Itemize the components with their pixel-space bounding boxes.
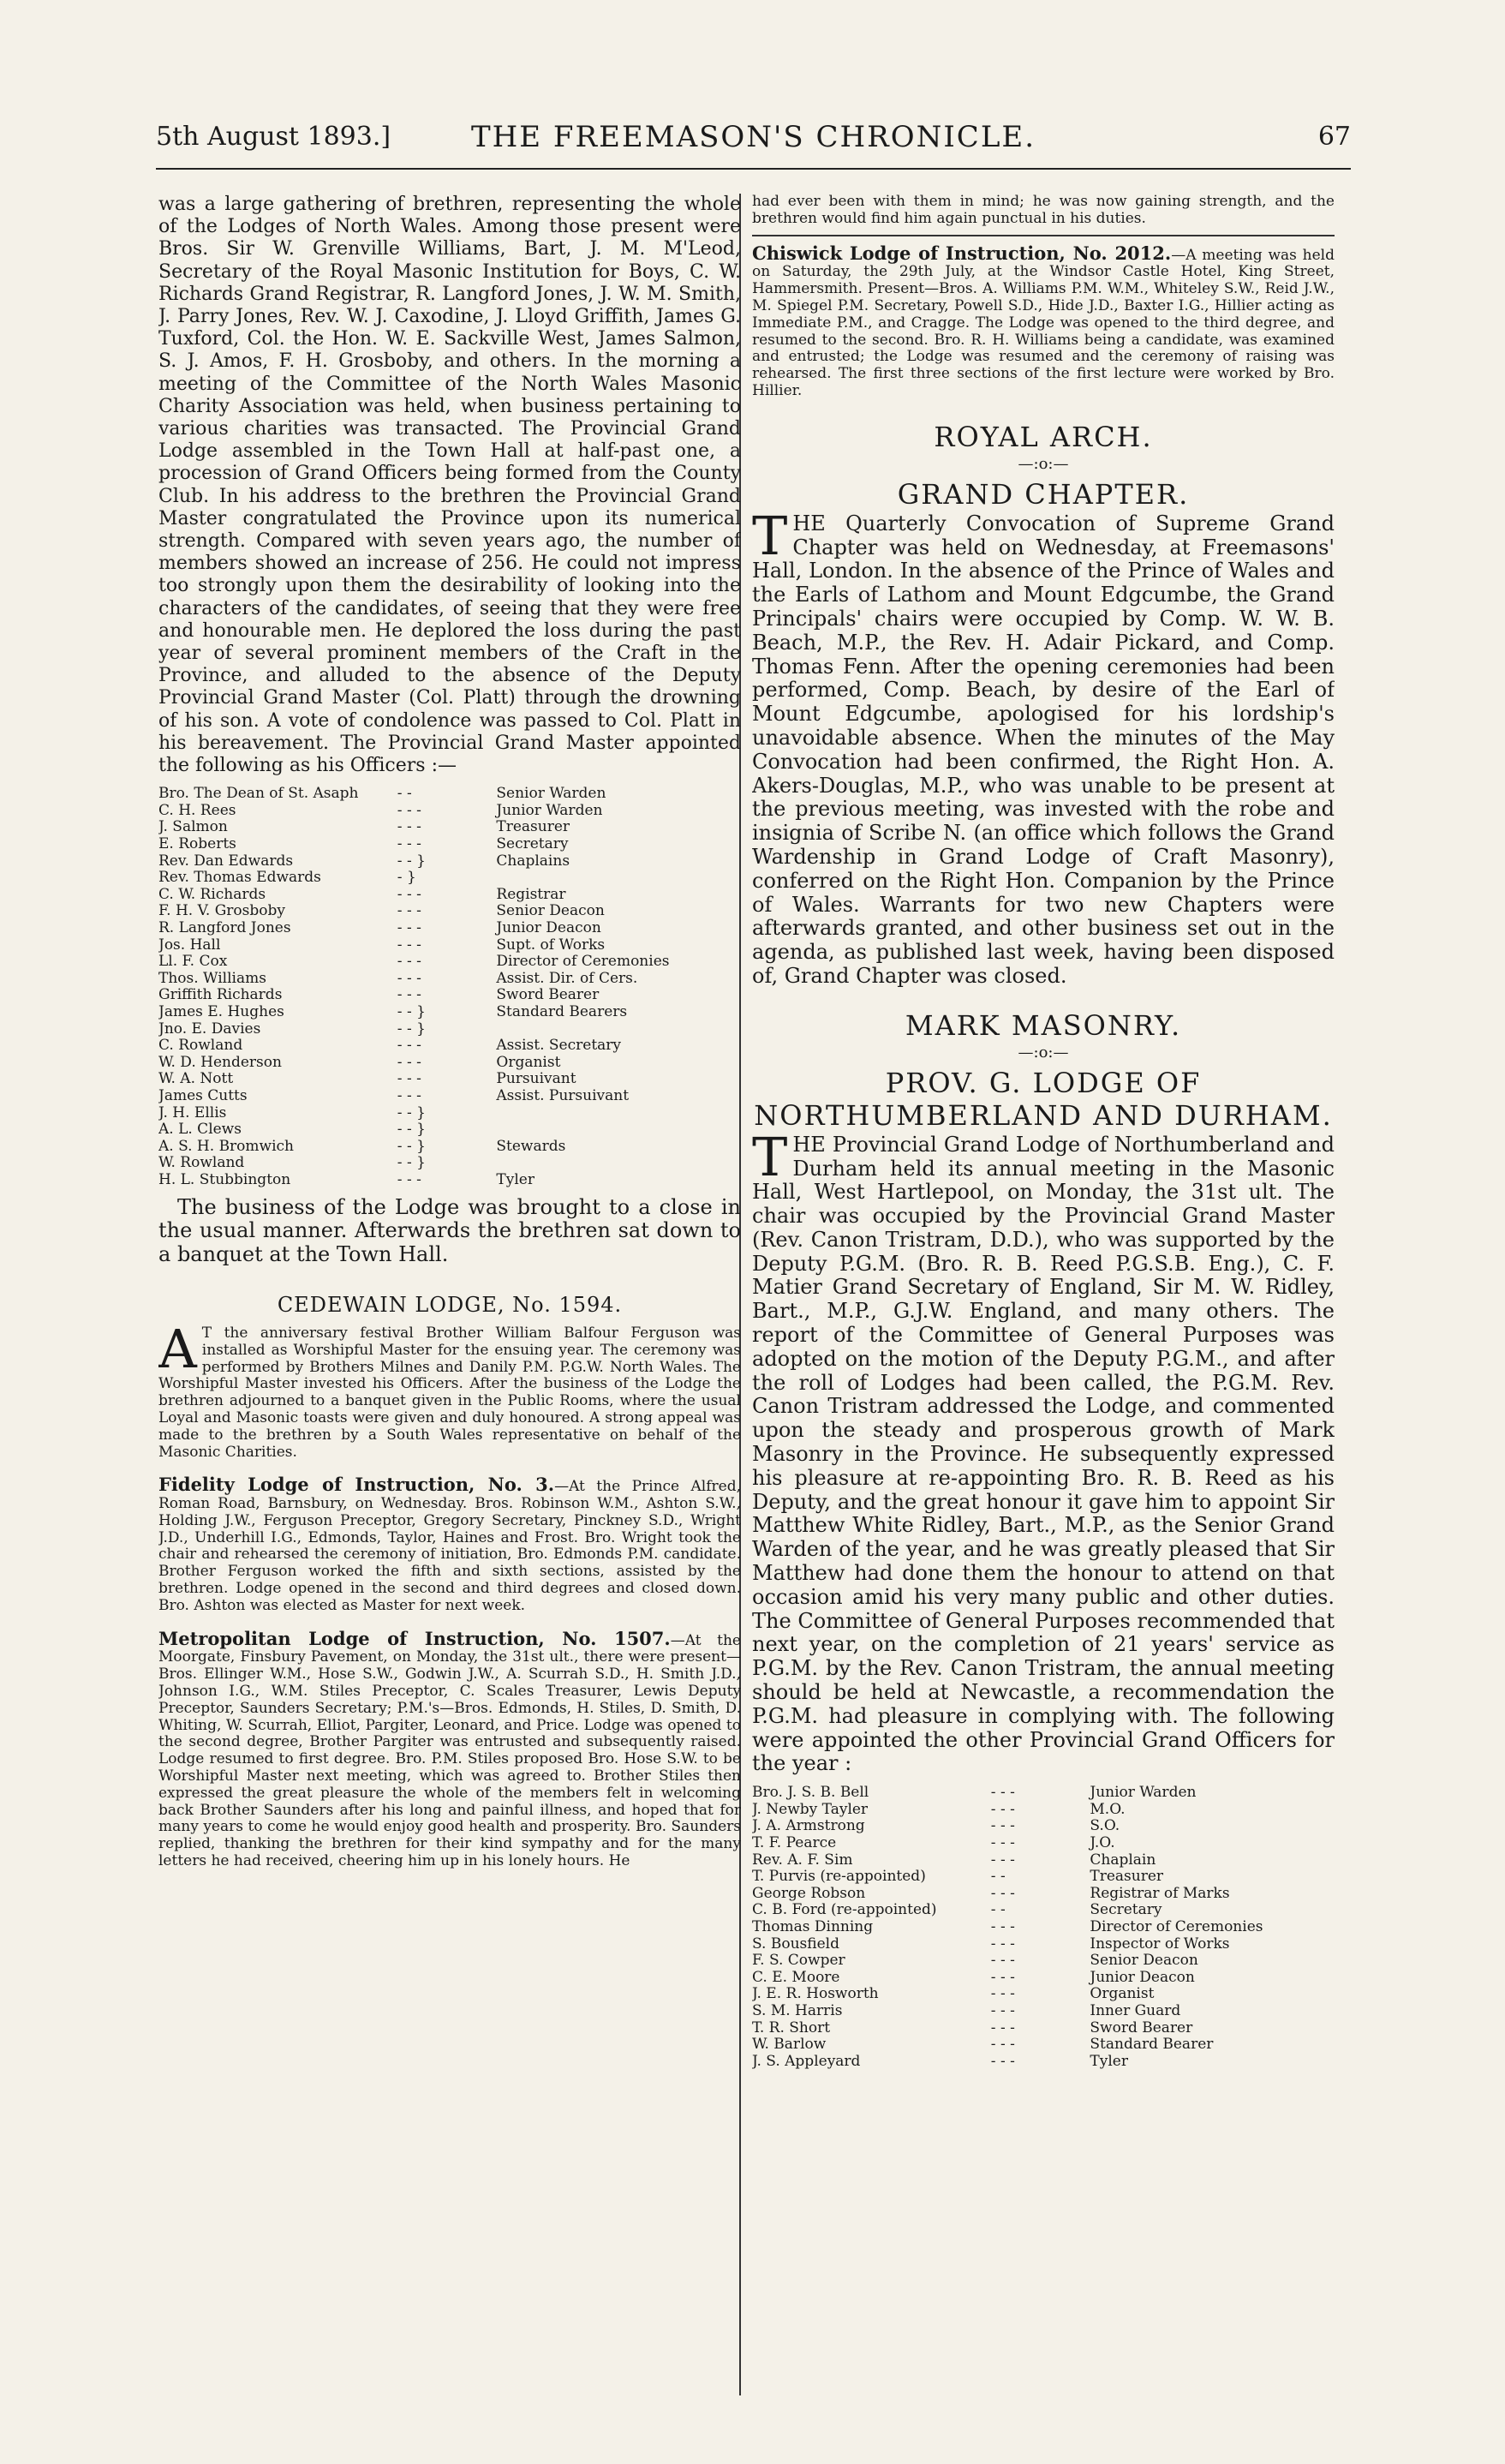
prov-lodge-dropcap: T [752,1125,788,1188]
officer-row [158,1004,741,1021]
prov-lodge-text: HE Provincial Grand Lodge of Northumberland and Durham held its annual meeting in the Masonic Hall, West Hartlepool, on Monday, the 31st ult. The chair was occupied by the Provincial Grand Master (Rev. Canon Tristram, D.D.), who was supported by the Deputy P.G.M. (Bro. R. B. Reed P.G.S.B. Eng.), C. F. Matier Grand Secretary of England, Sir M. W. Ridley, Bart., M.P., G.J.W. England, and many others. The report of the Committee of General Purposes was adopted on the motion of the Deputy P.G.M., and after the roll of Lodges had been called, the P.G.M. Rev. Canon Tristram addressed the Lodge, and commented upon the steady and prosperous growth of Mark Masonry in the Province. He subsequently expressed his pleasure at re-appointing Bro. R. B. Reed as his Deputy, and the great honour it gave him to appoint Sir Matthew White Ridley, Bart., M.P., as the Senior Grand Warden of the year, and he was greatly pleased that Sir Matthew had done them the honour to attend on that occasion amid his very many public and other duties. The Committee of General Purposes recommended that next year, on the completion of 21 years' service as P.G.M. by the Rev. Canon Tristram, the annual meeting should be held at Newcastle, a recommendation the P.G.M. had pleasure in complying with. The following were appointed the other Provincial Grand Officers for the year : [752,1132,1335,1776]
officer-leader: - - - [397,969,421,987]
officer-leader: - - - [990,1935,1015,1953]
chiswick-text: —A meeting was held on Saturday, the 29th July, at the Windsor Castle Hotel, King Street, Hammersmith. Present—Bros. A. Williams P.M. W.M., Whiteley S.W., Reid J.W., M. Spiegel P.M. Secretary, Powell S.D., Hide J.D., Baxter I.G., Hillier acting as Immediate P.M., and Cragge. The Lodge was opened to the third degree, and resumed to the second. Bro. R. H. Williams being a candidate, was examined and entrusted; the Lodge was resumed and the ceremony of raising was rehearsed. The first three sections of the first lecture were worked by Bro. Hillier. [752,246,1335,399]
prov-lodge-report [752,1125,1335,1777]
left-column [158,194,741,2395]
officer-leader: - - - [397,936,421,954]
officer-row [752,2054,1335,2071]
officer-row [158,786,741,803]
officer-leader: - - - [990,1917,1015,1935]
officer-name: Rev. Thomas Edwards [158,869,321,887]
officer-leader: - - - [397,902,421,920]
officer-office [496,1105,741,1122]
officer-office: Junior Warden [496,801,603,819]
officer-office: Inner Guard [1090,2001,1181,2019]
officer-name: A. L. Clews [158,1121,242,1139]
officer-leader: - - [397,785,412,803]
officer-name: Jno. E. Davies [158,1020,261,1038]
officer-leader: - - - [990,1985,1015,2003]
officer-office: Standard Bearer [1090,2036,1214,2054]
officer-office: Registrar [496,885,566,903]
officer-row [158,954,741,971]
officer-office: Chaplain [1090,1851,1156,1869]
officer-name: T. F. Pearce [752,1834,837,1851]
officer-leader: - - - [990,1817,1015,1835]
officer-office: Sword Bearer [1090,2018,1193,2036]
officer-name: Griffith Richards [158,986,283,1004]
prov-lodge-heading: PROV. G. LODGE OF NORTHUMBERLAND AND DURHAM. [754,1066,1333,1132]
officer-row [158,870,741,887]
officer-name: A. S. H. Bromwich [158,1137,294,1155]
officer-office: Treasurer [1090,1868,1164,1886]
page-header [156,120,1351,170]
officer-row [158,1172,741,1189]
officer-name: J. A. Armstrong [752,1817,865,1835]
cedewain-lodge-report [158,1317,741,1461]
officer-row [752,1818,1335,1835]
officer-row [158,1088,741,1105]
officer-leader: - - - [397,986,421,1004]
officer-office: Tyler [496,1170,535,1188]
officer-office: Treasurer [496,818,570,836]
publication-title: THE FREEMASON'S CHRONICLE. [470,120,1036,154]
officer-name: James Cutts [158,1086,248,1104]
officer-row [752,1953,1335,1970]
officer-leader: - - } [397,1121,426,1139]
officer-office: Assist. Dir. of Cers. [496,969,638,987]
officer-office: Junior Deacon [1090,1968,1195,1986]
officer-office: Standard Bearers [496,1003,628,1020]
officer-row [158,1105,741,1122]
officer-leader: - - - [397,1070,421,1088]
officer-office: Organist [1090,1985,1155,2003]
officer-row [752,2036,1335,2054]
metropolitan-text: —At the Moorgate, Finsbury Pavement, on Monday, the 31st ult., there were present—Bros. Ellinger W.M., Hose S.W., Godwin J.W., A. Scurrah S.D., H. Smith J.D., Johnson I.G., W.M. Stiles Preceptor, C. Scales Treasurer, Lewis Deputy Preceptor, Saunders Secretary; P.M.'s—Bros. Edmonds, H. Stiles, D. Smith, D. Whiting, W. Scurrah, Elliot, Pargiter, Leonard, and Price. Lodge was opened to the second degree, Brother Pargiter was entrusted and subsequently raised. Lodge resumed to first degree. Bro. P.M. Stiles proposed Bro. Hose S.W. to be Worshipful Master next meeting, which was agreed to. Brother Stiles then expressed the great pleasure the whole of the members felt in welcoming back Brother Saunders after his long and painful illness, and hoped that for many years to come he would enjoy good health and prosperity. Bro. Saunders replied, thanking the brethren for their kind sympathy and for the many letters he had received, cheering him up in his lonely hours. He [158,1631,741,1870]
officer-row [158,987,741,1004]
officer-row [752,1886,1335,1903]
grand-chapter-text: HE Quarterly Convocation of Supreme Grand Chapter was held on Wednesday, at Freemasons' Hall, London. In the absence of the Prince of Wales and the Earls of Lathom and Mount Edgcumbe, the Grand Principals' chairs were occupied by Comp. W. W. B. Beach, M.P., the Rev. H. Adair Pickard, and Comp. Thomas Fenn. After the opening ceremonies had been performed, Comp. Beach, by desire of the Earl of Mount Edgcumbe, apologised for his lordship's unavoidable absence. When the minutes of the May Convocation had been confirmed, the Right Hon. A. Akers-Douglas, M.P., who was unable to be present at the previous meeting, was invested with the robe and insignia of Scribe N. (an office which follows the Grand Wardenship in Grand Lodge of Craft Masonry), conferred on the Right Hon. Companion by the Prince of Wales. Warrants for two new Chapters were afterwards granted, and other business set out in the agenda, as published last week, having been disposed of, Grand Chapter was closed. [752,511,1335,988]
officer-row [752,1919,1335,1936]
north-wales-officers-table [158,786,741,1188]
officer-name: C. Rowland [158,1037,243,1055]
officer-office: Inspector of Works [1090,1935,1230,1953]
officer-office: Organist [496,1053,561,1071]
officer-office: Pursuivant [496,1070,576,1088]
officer-leader: - - - [397,953,421,971]
officer-row [158,1055,741,1072]
officer-name: George Robson [752,1884,866,1902]
officer-name: Bro. The Dean of St. Asaph [158,785,359,803]
officer-office: Stewards [496,1137,566,1155]
officer-leader: - - - [397,1037,421,1055]
metropolitan-lodge-title: Metropolitan Lodge of Instruction, No. 1507. [158,1627,671,1649]
officer-leader: - - - [397,1053,421,1071]
officer-office [496,870,741,887]
officer-leader: - - } [397,1154,426,1172]
right-column [752,194,1335,2395]
officer-row [752,2020,1335,2037]
officer-name: W. Rowland [158,1154,245,1172]
officer-leader: - - - [397,885,421,903]
officer-row [752,2003,1335,2020]
closing-paragraph: The business of the Lodge was brought to a close in the usual manner. Afterwards the brethren sat down to a banquet at the Town Hall. [158,1194,741,1267]
officer-leader: - - } [397,852,426,870]
officer-office: S.O. [1090,1817,1120,1835]
royal-arch-heading: ROYAL ARCH. [934,420,1153,453]
officer-leader: - - - [990,1968,1015,1986]
officer-name: F. S. Cowper [752,1952,845,1970]
officer-row [752,1785,1335,1802]
officer-name: C. E. Moore [752,1968,840,1986]
officer-row [158,1071,741,1088]
officer-name: C. H. Rees [158,801,236,819]
officer-leader: - } [397,869,416,887]
officer-name: F. H. V. Grosboby [158,902,285,920]
issue-date: 5th August 1893.] [156,122,391,152]
officer-leader: - - - [990,2001,1015,2019]
officer-leader: - - - [990,1784,1015,1802]
officer-name: W. Barlow [752,2036,827,2054]
officer-leader: - - - [990,2018,1015,2036]
officer-row [158,1121,741,1139]
officer-row [752,1852,1335,1869]
officer-name: H. L. Stubbington [158,1170,291,1188]
officer-leader: - - } [397,1020,426,1038]
officer-name: C. B. Ford (re-appointed) [752,1901,937,1919]
cedewain-lodge-title: CEDEWAIN LODGE, No. 1594. [277,1292,623,1317]
officer-office: Director of Ceremonies [1090,1917,1263,1935]
officer-office: Chaplains [496,852,570,870]
officer-name: J. Newby Tayler [752,1800,869,1818]
officer-row [752,1986,1335,2003]
intro-paragraph: was a large gathering of brethren, representing the whole of the Lodges of North Wales. Among those present were Bros. Sir W. Grenville Williams, Bart, J. M. M'Leod, Secretary of the Royal Masonic Institution for Boys, C. W. Richards Grand Registrar, R. Langford Jones, J. W. M. Smith, J. Parry Jones, Rev. W. J. Caxodine, J. Lloyd Griffith, James G. Tuxford, Col. the Hon. W. E. Sackville West, James Salmon, S. J. Amos, F. H. Grosboby, and others. In the morning a meeting of the Committee of the North Wales Masonic Charity Association was held, when business pertaining to various charities was transacted. The Provincial Grand Lodge assembled in the Town Hall at half-past one, a procession of Grand Officers being formed from the County Club. In his address to the brethren the Provincial Grand Master congratulated the Province upon its numerical strength. Compared with seven years ago, the number of members showed an increase of 256. He could not impress too strongly upon them the desirability of looking into the characters of the candidates, of seeing that they were free and honourable men. He deplored the loss during the past year of several prominent members of the Craft in the Province, and alluded to the absence of the Deputy Provincial Grand Master (Col. Platt) through the drowning of his son. A vote of condolence was passed to Col. Platt in his bereavement. The Provincial Grand Master appointed the following as his Officers :— [158,194,741,777]
officer-row [158,1038,741,1055]
officer-name: J. S. Appleyard [752,2052,861,2070]
officer-name: Thomas Dinning [752,1917,874,1935]
officer-row [158,836,741,853]
fidelity-text: —At the Prince Alfred, Roman Road, Barnsbury, on Wednesday. Bros. Robinson W.M., Ashton S.W., Holding J.W., Ferguson Preceptor, Gregory Secretary, Pinckney S.D., Wright J.D., Underhill I.G., Edmonds, Taylor, Haines and Frost. Bro. Wright took the chair and rehearsed the ceremony of initiation, Bro. Edmonds P.M. candidate. Brother Ferguson worked the fifth and sixth sections, assisted by the brethren. Lodge opened in the second and third degrees and closed down. Bro. Ashton was elected as Master for next week. [158,1478,741,1614]
officer-office: Assist. Pursuivant [496,1086,630,1104]
officer-name: Rev. Dan Edwards [158,852,294,870]
officer-row [158,1155,741,1172]
officer-name: T. Purvis (re-appointed) [752,1868,926,1886]
officer-row [158,920,741,937]
officer-office: Senior Warden [496,785,606,803]
officer-row [158,1139,741,1156]
officer-leader: - - - [990,2036,1015,2054]
officer-row [752,1802,1335,1819]
officer-office: Sword Bearer [496,986,600,1004]
officer-office: Senior Deacon [1090,1952,1198,1970]
metropolitan-lodge-report [158,1627,741,1870]
officer-leader: - - - [990,2052,1015,2070]
officer-office: Junior Deacon [496,919,601,937]
officer-row [158,971,741,988]
officer-leader: - - } [397,1137,426,1155]
officer-name: R. Langford Jones [158,919,291,937]
officer-row [158,819,741,836]
officer-office [496,1021,741,1038]
officer-row [752,1902,1335,1919]
officer-name: J. H. Ellis [158,1103,227,1121]
separator: —:o:— [1018,1043,1069,1062]
fidelity-lodge-report [158,1476,741,1614]
officer-name: T. R. Short [752,2018,831,2036]
officer-office: Secretary [496,835,569,853]
officer-leader: - - - [990,1952,1015,1970]
officer-name: C. W. Richards [158,885,266,903]
officer-name: W. A. Nott [158,1070,234,1088]
officer-name: Thos. Williams [158,969,266,987]
officer-leader: - - - [990,1800,1015,1818]
officer-office: Secretary [1090,1901,1162,1919]
mark-masonry-heading: MARK MASONRY. [905,1008,1182,1042]
officer-office: J.O. [1090,1834,1115,1851]
officer-leader: - - - [397,801,421,819]
officer-row [752,1970,1335,1987]
grand-chapter-report [752,504,1335,989]
officer-office [496,1155,741,1172]
chiswick-lodge-title: Chiswick Lodge of Instruction, No. 2012. [752,242,1172,264]
officer-office [496,1121,741,1139]
officer-row [158,887,741,904]
officer-name: J. E. R. Hosworth [752,1985,879,2003]
officer-office: Registrar of Marks [1090,1884,1230,1902]
officer-name: James E. Hughes [158,1003,284,1020]
officer-row [752,1869,1335,1886]
officer-office: Supt. of Works [496,936,606,954]
officer-leader: - - - [990,1851,1015,1869]
officer-name: Rev. A. F. Sim [752,1851,853,1869]
fidelity-lodge-title: Fidelity Lodge of Instruction, No. 3. [158,1474,555,1496]
officer-leader: - - - [990,1884,1015,1902]
continuation-paragraph: had ever been with them in mind; he was now gaining strength, and the brethren would find him again punctual in his duties. [752,194,1335,227]
cedewain-text: T the anniversary festival Brother William Balfour Ferguson was installed as Worshipful Master for the ensuing year. The ceremony was performed by Brothers Milnes and Danily P.M. P.G.W. North Wales. The Worshipful Master invested his Officers. After the business of the Lodge the brethren adjourned to a banquet given in the Public Rooms, where the usual Loyal and Masonic toasts were given and duly honoured. A strong appeal was made to the brethren by a South Wales representative on behalf of the Masonic Charities. [158,1324,741,1461]
officer-row [158,903,741,920]
northumberland-officers-table [752,1785,1335,2070]
officer-office: Junior Warden [1090,1784,1197,1802]
separator: —:o:— [1018,454,1069,473]
page-number: 67 [1317,122,1351,152]
officer-office: Tyler [1090,2052,1128,2070]
officer-leader: - - - [397,919,421,937]
officer-row [752,1936,1335,1953]
officer-name: S. Bousfield [752,1935,839,1953]
officer-leader: - - } [397,1103,426,1121]
cedewain-dropcap: A [158,1317,197,1380]
officer-name: W. D. Henderson [158,1053,282,1071]
officer-leader: - - - [990,1834,1015,1851]
officer-row [158,803,741,820]
officer-row [158,853,741,870]
officer-name: Bro. J. S. B. Bell [752,1784,869,1802]
officer-name: Ll. F. Cox [158,953,228,971]
officer-leader: - - - [397,1170,421,1188]
officer-name: Jos. Hall [158,936,221,954]
section-rule [752,235,1335,236]
officer-office: Director of Ceremonies [496,953,670,971]
officer-row [158,1021,741,1038]
officer-row [752,1835,1335,1852]
officer-leader: - - [990,1901,1006,1919]
officer-leader: - - } [397,1003,426,1020]
officer-office: Senior Deacon [496,902,605,920]
officer-leader: - - - [397,818,421,836]
officer-name: S. M. Harris [752,2001,843,2019]
grand-chapter-dropcap: T [752,504,788,567]
officer-row [158,937,741,954]
officer-leader: - - - [397,835,421,853]
grand-chapter-heading: GRAND CHAPTER. [897,477,1190,511]
chiswick-lodge-report [752,242,1335,400]
officer-leader: - - - [397,1086,421,1104]
officer-name: J. Salmon [158,818,228,836]
officer-leader: - - [990,1868,1006,1886]
officer-office: M.O. [1090,1800,1126,1818]
officer-name: E. Roberts [158,835,236,853]
officer-office: Assist. Secretary [496,1037,622,1055]
